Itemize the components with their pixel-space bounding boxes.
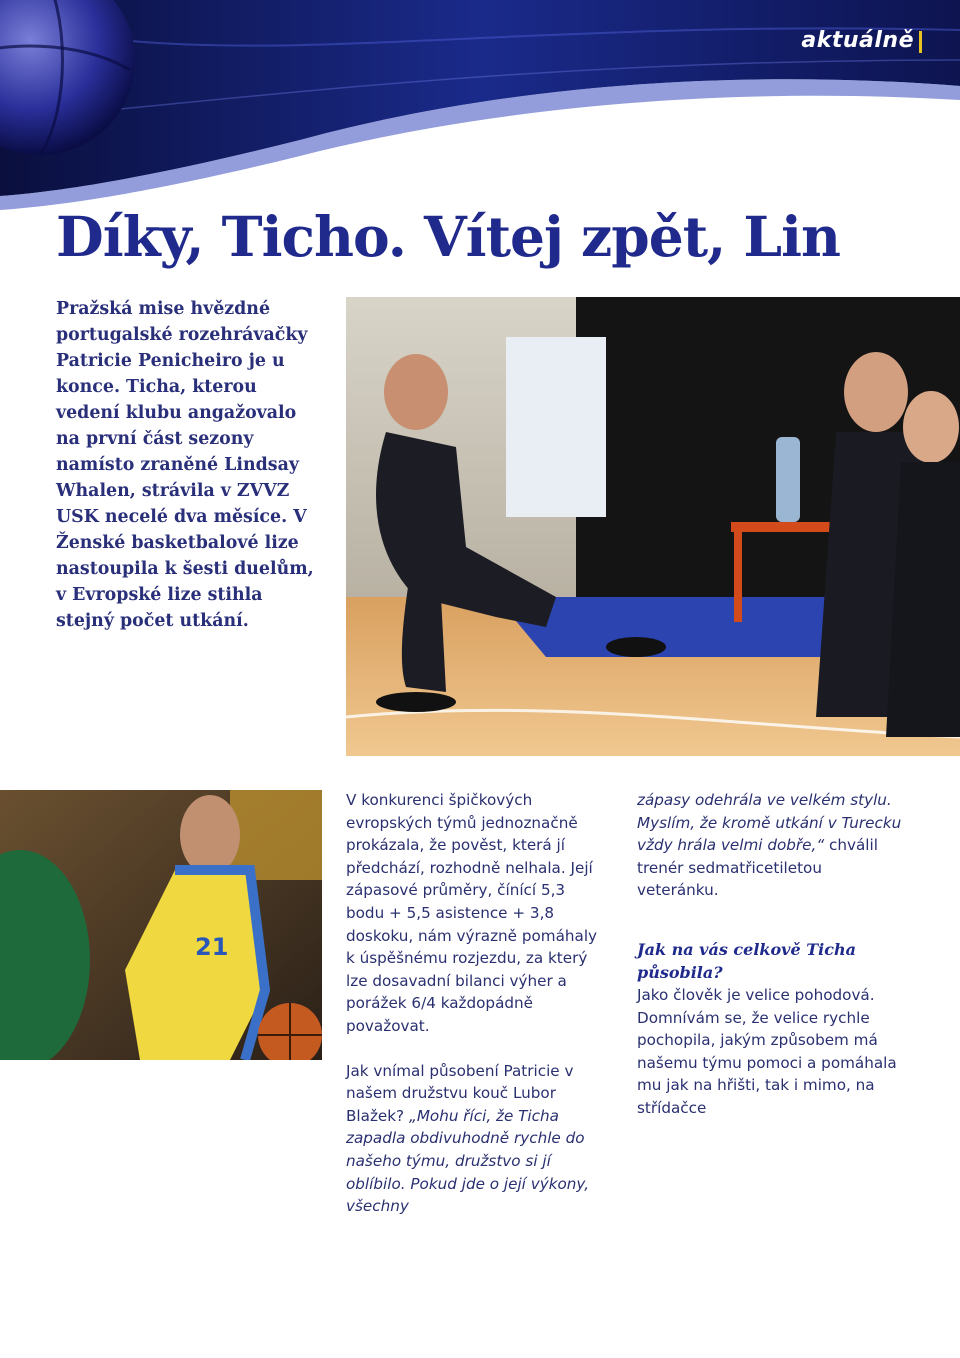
col2-paragraph-1: [637, 789, 902, 902]
article-column-2: [637, 789, 902, 1120]
col1-paragraph-1: V konkurenci špičkových evropských týmů jednoznačně prokázala, že pověst, která jí předchází, rozhodně nelhala. Její zápasové průměry, čínící 5,3 bodu + 5,5 asistence + 3,8 doskoku, nám výrazně pomáhaly k úspěšnému rozjezdu, za který lze dosavadní bilanci výher a porážek 6/4 každopádně považovat.: [346, 791, 598, 1035]
player-number: 21: [195, 933, 229, 961]
col1-paragraph-2: [346, 1060, 608, 1218]
coaches-photo: [346, 297, 960, 756]
col1-quote: „Mohu říci, že Ticha zapadla obdivuhodně rychle do našeho týmu, družstvo si jí oblíbilo. Pokud jde o její výkony, všechny: [346, 1106, 590, 1216]
article-column-1: [346, 789, 608, 1218]
col2-quote: zápasy odehrála ve velkém stylu. Myslím, že kromě utkání v Turecku vždy hrála velmi dobře,“: [637, 791, 902, 855]
player-photo: [0, 790, 322, 1060]
article-headline: Díky, Ticho. Vítej zpět, Lin: [56, 204, 840, 269]
article-lead: Pražská mise hvězdné portugalské rozehrávačky Patricie Penicheiro je u konce. Ticha, kterou vedení klubu angažovalo na první část sezony namísto zraněné Lindsay Whalen, strávila v ZVVZ USK necelé dva měsíce. V Ženské basketbalové lize nastoupila k šesti duelům, v Evropské lize stihla stejný počet utkání.: [56, 299, 314, 631]
interview-answer: Jako člověk je velice pohodová. Domnívám se, že velice rychle pochopila, jakým způsobem má našemu týmu pomoci a pomáhala mu jak na hřišti, tak i mimo, na střídačce: [637, 985, 897, 1117]
section-label[interactable]: aktuálně: [801, 28, 914, 53]
section-divider: [919, 31, 922, 53]
col2-paragraph-1-text: chválil trenér sedmatřicetiletou veteránku.: [637, 836, 878, 900]
interview-question: Jak na vás celkově Ticha působila?: [637, 939, 856, 982]
col1-paragraph-2-text: Jak vnímal působení Patricie v našem družstvu kouč Lubor Blažek?: [346, 1061, 574, 1125]
